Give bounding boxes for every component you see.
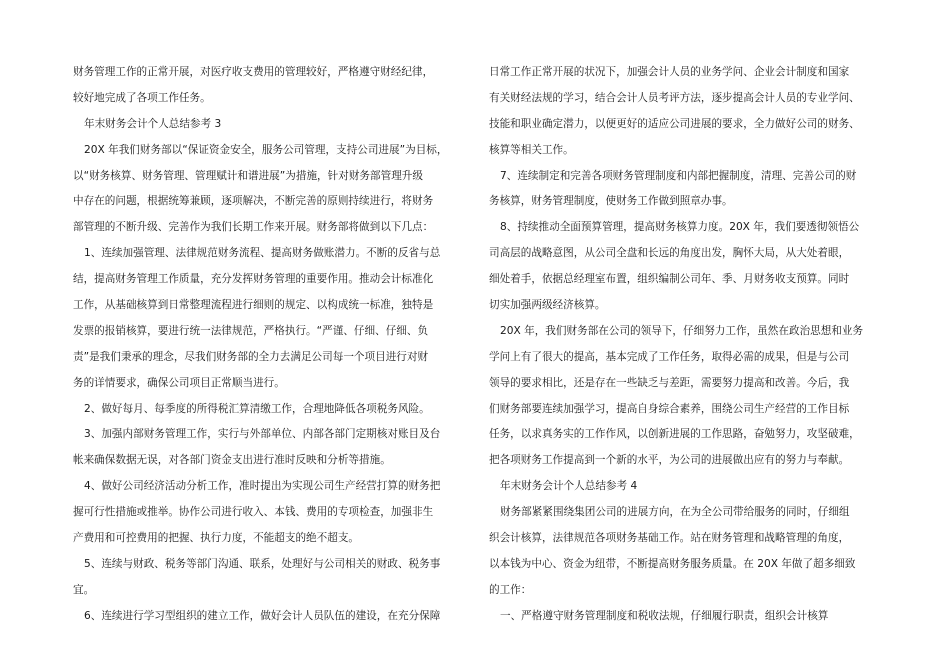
text-line: 8、持续推动全面预算管理，提高财务核算力度。20X 年，我们要透彻领悟公 <box>500 221 860 234</box>
text-line: 细处着手，依据总经理室布置，组织编制公司年、季、月财务收支预算。同时 <box>489 273 850 286</box>
text-line: 有关财经法规的学习，结合会计人员考评方法，逐步提高会计人员的专业学问、 <box>489 91 860 104</box>
text-line: 领导的要求相比，还是存在一些缺乏与差距，需要努力提高和改善。今后，我 <box>489 376 850 389</box>
text-line: 5、连续与财政、税务等部门沟通、联系，处理好与公司相关的财政、税务事 <box>84 557 441 570</box>
text-line: 学问上有了很大的提高，基本完成了工作任务，取得必需的成果，但是与公司 <box>489 350 850 363</box>
text-line: 20X 年我们财务部以“保证资金安全，服务公司管理，支持公司进展”为目标， <box>84 143 448 156</box>
text-line: 宜。 <box>73 583 95 596</box>
text-line: 产费用和可控费用的把握、执行力度，不能超支的绝不超支。 <box>73 532 360 545</box>
text-line: 6、连续进行学习型组织的建立工作，做好会计人员队伍的建设，在充分保障 <box>84 609 441 622</box>
text-line: 以“财务核算、财务管理、管理赋计和谱进展”为措施，针对财务部管理升级 <box>73 169 423 182</box>
text-line: 帐来确保数据无误，对各部门资金支出进行准时反映和分析等措施。 <box>73 454 391 467</box>
text-line: 的工作： <box>489 583 532 596</box>
text-line: 们财务部要连续加强学习，提高自身综合素养，围绕公司生产经营的工作目标 <box>489 402 850 415</box>
text-line: 结，提高财务管理工作质量，充分发挥财务管理的重要作用。推动会计标准化 <box>73 273 434 286</box>
left-column <box>73 60 475 630</box>
text-line: 把各项财务工作提高到一个新的水平，为公司的进展做出应有的努力与奉献。 <box>489 454 850 467</box>
text-line: 握可行性措施或推举。协作公司进行收入、本钱、费用的专项检查，加强非生 <box>73 506 434 519</box>
text-line: 部管理的不断升级、完善作为我们长期工作来开展。财务部将做到以下几点： <box>73 221 434 234</box>
text-line: 任务，以求真务实的工作作风，以创新进展的工作思路，奋勉努力，攻坚破难， <box>489 428 860 441</box>
text-line: 20X 年，我们财务部在公司的领导下，仔细努力工作，虽然在政治思想和业务 <box>500 324 864 337</box>
text-line: 核算等相关工作。 <box>489 143 574 156</box>
text-line: 司高层的战略意图，从公司全盘和长远的角度出发，胸怀大局，从大处着眼， <box>489 247 850 260</box>
section-heading: 年末财务会计个人总结参考 4 <box>500 480 638 493</box>
text-line: 7、连续制定和完善各项财务管理制度和内部把握制度，清理、完善公司的财 <box>500 169 857 182</box>
right-column <box>489 60 881 630</box>
text-line: 2、做好每月、每季度的所得税汇算清缴工作，合理地降低各项税务风险。 <box>84 402 430 415</box>
text-line: 4、做好公司经济活动分析工作，准时提出为实现公司生产经营打算的财务把 <box>84 480 441 493</box>
section-heading: 年末财务会计个人总结参考 3 <box>84 117 222 130</box>
text-line: 务核算，财务管理制度，使财务工作做到照章办事。 <box>489 195 733 208</box>
text-line: 3、加强内部财务管理工作，实行与外部单位、内部各部门定期核对账目及台 <box>84 428 441 441</box>
text-line: 中存在的问题，根据统筹兼顾，逐项解决，不断完善的原则持续进行，将财务 <box>73 195 434 208</box>
text-line: 日常工作正常开展的状况下，加强会计人员的业务学问、企业会计制度和国家 <box>489 66 850 78</box>
text-line: 1、连续加强管理、法律规范财务流程、提高财务做账潜力。不断的反省与总 <box>84 247 441 260</box>
text-line: 发票的报销核算，要进行统一法律规范，严格执行。“严谨、仔细、仔细、负 <box>73 324 429 337</box>
text-line: 工作，从基础核算到日常整理流程进行细则的规定、以构成统一标准，独特是 <box>73 299 434 312</box>
text-line: 务的详情要求，确保公司项目正常顺当进行。 <box>73 376 285 389</box>
text-line: 责”是我们秉承的理念，尽我们财务部的全力去满足公司每一个项目进行对财 <box>73 350 429 363</box>
text-line: 以本钱为中心、资金为纽带，不断提高财务服务质量。在 20X 年做了超多细致 <box>489 557 856 570</box>
text-line: 一、严格遵守财务管理制度和税收法规，仔细履行职责，组织会计核算 <box>500 609 829 622</box>
text-line: 财务部紧紧围绕集团公司的进展方向，在为全公司带给服务的同时，仔细组 <box>500 506 850 519</box>
text-line: 织会计核算，法律规范各项财务基础工作。站在财务管理和战略管理的角度， <box>489 532 850 545</box>
text-line: 财务管理工作的正常开展，对医疗收支费用的管理较好，严格遵守财经纪律， <box>73 66 434 78</box>
text-line: 切实加强两级经济核算。 <box>489 299 606 312</box>
text-line: 较好地完成了各项工作任务。 <box>73 91 211 104</box>
text-line: 技能和职业确定潜力，以便更好的适应公司进展的要求，全力做好公司的财务、 <box>489 117 860 130</box>
